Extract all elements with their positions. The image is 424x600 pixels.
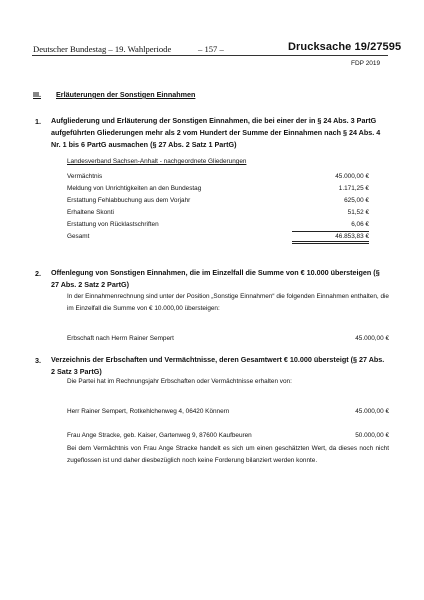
income-table-title: Landesverband Sachsen-Anhalt - nachgeordnete Gliederungen xyxy=(67,158,247,165)
page-number: – 157 – xyxy=(198,44,224,54)
item-1-heading: Aufgliederung und Erläuterung der Sonstigen Einnahmen, die bei einer der in § 24 Abs. 3 PartG aufgeführten Gliederungen mehr als 2 vom Hundert der Summe der Einnahmen nach § 24 Abs. 4 Nr. 1 bis 6 PartG ausmachen (§ 27 Abs. 2 Satz 1 PartG) xyxy=(51,116,381,149)
income-total-amount: 46.853,83 € xyxy=(335,233,369,240)
income-row-amount: 45.000,00 € xyxy=(335,173,369,180)
item-2-number: 2. xyxy=(35,269,41,278)
header-divider xyxy=(32,55,388,56)
item-3-intro: Die Partei hat im Rechnungsjahr Erbschaften oder Vermächtnisse erhalten von: xyxy=(67,378,292,385)
income-row xyxy=(67,197,369,206)
income-row-label: Meldung von Unrichtigkeiten an den Bundestag xyxy=(67,185,202,192)
bequest-entry-label: Frau Ange Stracke, geb. Kaiser, Gartenweg 9, 87600 Kaufbeuren xyxy=(67,432,252,439)
party-tag: FDP 2019 xyxy=(351,60,381,67)
item-3-heading: Verzeichnis der Erbschaften und Vermächtnisse, deren Gesamtwert € 10.000 übersteigt (§ 27 Abs. 2 Satz 3 PartG) xyxy=(51,355,385,376)
inheritance-entry-amount: 45.000,00 € xyxy=(355,335,389,342)
section-title: Erläuterungen der Sonstigen Einnahmen xyxy=(56,90,196,99)
bequest-entry xyxy=(67,432,389,442)
income-row xyxy=(67,209,369,218)
inheritance-entry-label: Erbschaft nach Herrn Rainer Sempert xyxy=(67,335,174,342)
header-publisher: Deutscher Bundestag – 19. Wahlperiode xyxy=(33,44,172,54)
item-2-heading: Offenlegung von Sonstigen Einnahmen, die im Einzelfall die Summe von € 10.000 übersteigen (§ 27 Abs. 2 Satz 2 PartG) xyxy=(51,268,380,289)
income-row-amount: 1.171,25 € xyxy=(338,185,369,192)
income-row-amount: 625,00 € xyxy=(344,197,369,204)
item-2-paragraph: In der Einnahmenrechnung sind unter der Position „Sonstige Einnahmen“ die folgenden Einnahmen enthalten, die im Einzelfall die Summe von € 10.000,00 übersteigen: xyxy=(67,293,389,312)
section-number: III. xyxy=(33,90,41,99)
bequest-note: Bei dem Vermächtnis von Frau Ange Stracke handelt es sich um einen geschätzten Wert, da dieses noch nicht zugeflossen ist und daher diesbezüglich noch keine Forderung bilanziert werden konnte. xyxy=(67,445,389,464)
bequest-entry xyxy=(67,408,389,418)
income-row-amount: 51,52 € xyxy=(347,209,369,216)
bequest-entry-amount: 50.000,00 € xyxy=(355,432,389,439)
income-row-amount: 6,06 € xyxy=(351,221,369,228)
item-3-number: 3. xyxy=(35,356,41,365)
subtotal-rule xyxy=(292,231,369,232)
total-double-rule-bottom xyxy=(292,243,369,244)
drucksache-number: Drucksache 19/27595 xyxy=(288,41,402,53)
income-row-label: Erhaltene Skonti xyxy=(67,209,114,216)
income-row-label: Erstattung Fehlabbuchung aus dem Vorjahr xyxy=(67,197,191,204)
bequest-entry-amount: 45.000,00 € xyxy=(355,408,389,415)
bequest-entry-label: Herr Rainer Sempert, Rotkehlchenweg 4, 06420 Könnern xyxy=(67,408,230,415)
income-row xyxy=(67,185,369,194)
inheritance-entry xyxy=(67,335,389,345)
income-total-label: Gesamt xyxy=(67,233,90,240)
item-1-number: 1. xyxy=(35,117,41,126)
income-row-label: Vermächtnis xyxy=(67,173,103,180)
income-row xyxy=(67,221,369,230)
income-row-label: Erstattung von Rücklastschriften xyxy=(67,221,159,228)
total-double-rule-top xyxy=(292,241,369,242)
income-row xyxy=(67,173,369,182)
